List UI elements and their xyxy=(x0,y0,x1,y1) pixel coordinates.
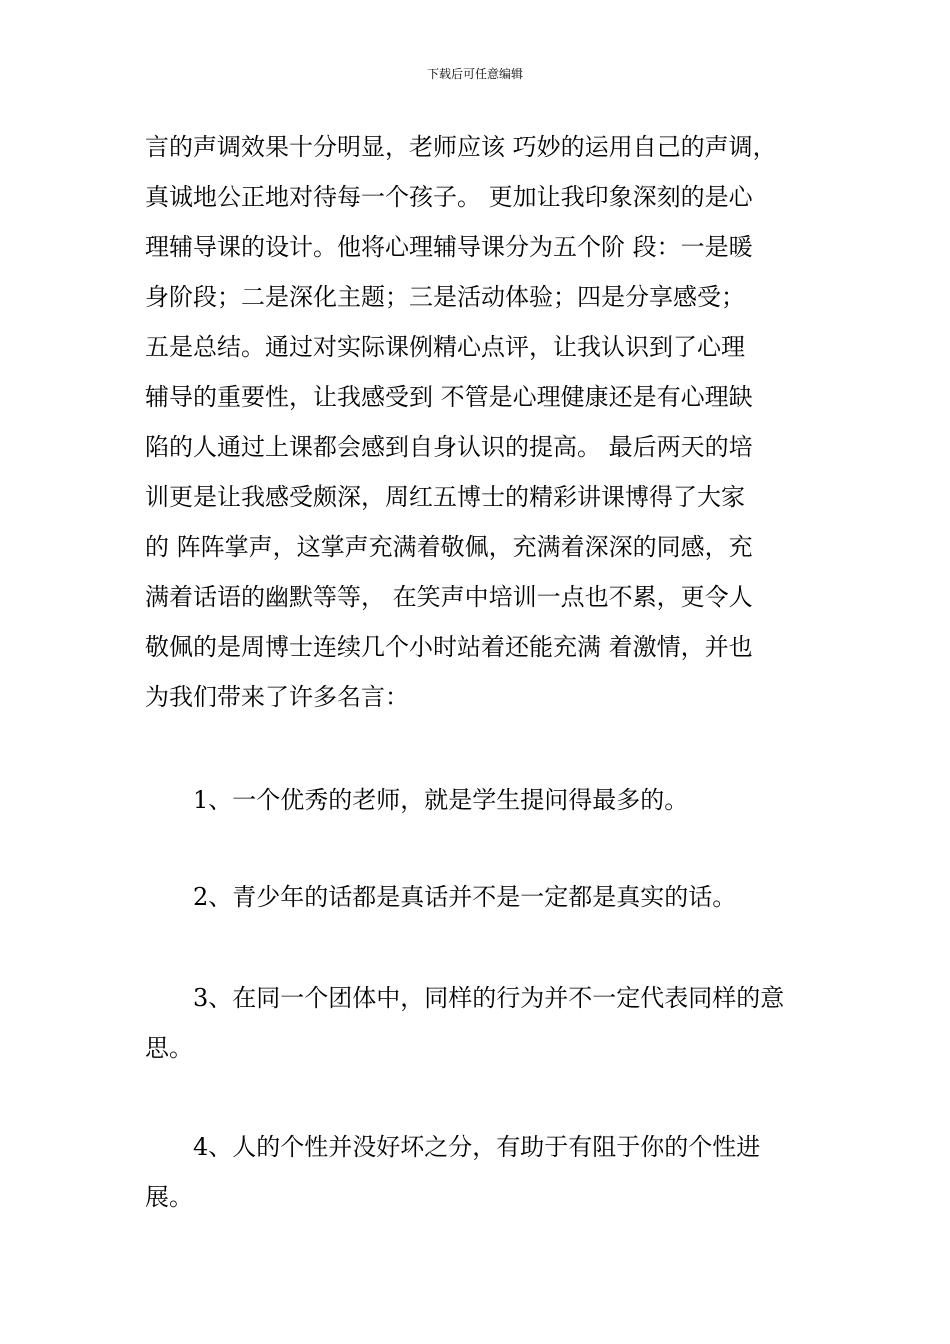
text-line: 辅导的重要性，让我感受到 不管是心理健康还是有心理缺 xyxy=(145,383,753,411)
body-paragraph xyxy=(145,122,807,722)
text-line: 的 阵阵掌声，这掌声充满着敬佩，充满着深深的同感，充 xyxy=(145,533,753,561)
quote-item-2: 2、青少年的话都是真话并不是一定都是真实的话。 xyxy=(193,883,737,911)
text-line: 敬佩的是周博士连续几个小时站着还能充满 着激情，并也 xyxy=(145,633,753,661)
quote-item-1: 1、一个优秀的老师，就是学生提问得最多的。 xyxy=(193,786,689,814)
text-line: 训更是让我感受颇深，周红五博士的精彩讲课博得了大家 xyxy=(145,483,745,511)
text-line: 真诚地公正地对待每一个孩子。 更加让我印象深刻的是心 xyxy=(145,183,753,211)
quote-item-4: 4、人的个性并没好坏之分，有助于有阻于你的个性进展。 xyxy=(145,1133,761,1211)
text-line: 满着话语的幽默等等， 在笑声中培训一点也不累，更令人 xyxy=(145,583,753,611)
page-header: 下载后可任意编辑 xyxy=(426,67,523,81)
text-line: 五是总结。通过对实际课例精心点评，让我认识到了心理 xyxy=(145,333,745,361)
text-line: 言的声调效果十分明显，老师应该 巧妙的运用自己的声调， xyxy=(145,133,777,161)
text-line: 为我们带来了许多名言： xyxy=(145,683,409,711)
quote-item-3: 3、在同一个团体中，同样的行为并不一定代表同样的意思。 xyxy=(145,984,785,1062)
text-line: 陷的人通过上课都会感到自身认识的提高。 最后两天的培 xyxy=(145,433,753,461)
text-line: 理辅导课的设计。他将心理辅导课分为五个阶 段：一是暖 xyxy=(145,233,753,261)
text-line: 身阶段；二是深化主题；三是活动体验；四是分享感受； xyxy=(145,283,745,311)
